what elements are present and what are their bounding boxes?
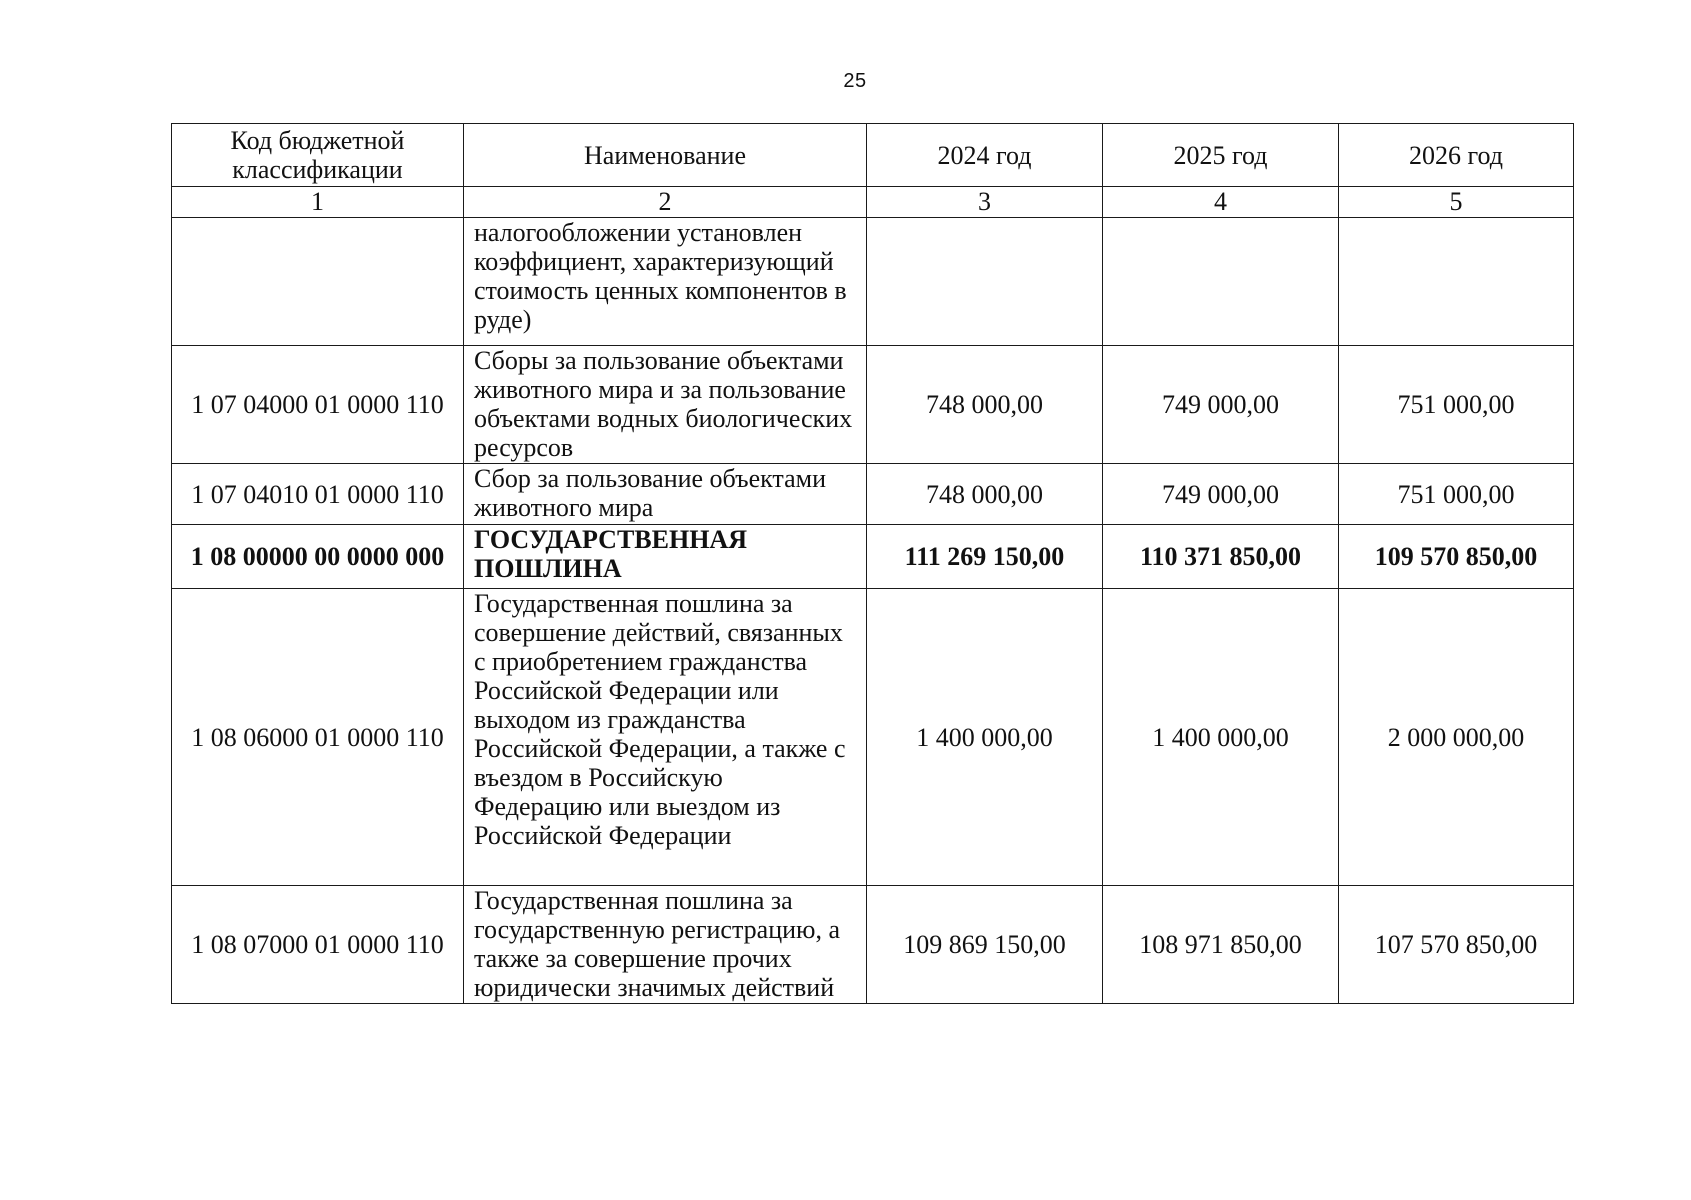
cell-code: 1 07 04010 01 0000 110 <box>172 464 464 525</box>
cell-code: 1 08 06000 01 0000 110 <box>172 589 464 886</box>
cell-2025: 749 000,00 <box>1103 346 1339 464</box>
table-row <box>172 886 1574 1004</box>
header-name: Наименование <box>464 124 867 187</box>
cell-name: ГОСУДАРСТВЕННАЯ ПОШЛИНА <box>464 525 867 589</box>
cell-2025: 108 971 850,00 <box>1103 886 1339 1004</box>
column-number: 3 <box>867 187 1103 218</box>
header-code: Код бюджетной классификации <box>172 124 464 187</box>
cell-name: налогообложении установлен коэффициент, характеризующий стоимость ценных компонентов в руде) <box>464 218 867 346</box>
table-header-row <box>172 124 1574 187</box>
table-row <box>172 464 1574 525</box>
column-number: 2 <box>464 187 867 218</box>
column-number: 1 <box>172 187 464 218</box>
column-number: 5 <box>1339 187 1574 218</box>
cell-2024: 748 000,00 <box>867 464 1103 525</box>
budget-table <box>171 123 1574 1004</box>
table-row <box>172 218 1574 346</box>
cell-2026: 751 000,00 <box>1339 464 1574 525</box>
cell-name: Государственная пошлина за совершение действий, связанных с приобретением гражданства Российской Федерации или выходом из гражданства Российской Федерации, а также с въездом в Российскую Федерацию или выездом из Российской Федерации <box>464 589 867 886</box>
cell-2026: 751 000,00 <box>1339 346 1574 464</box>
cell-2024 <box>867 218 1103 346</box>
page-number: 25 <box>843 70 867 92</box>
cell-name: Государственная пошлина за государственную регистрацию, а также за совершение прочих юридически значимых действий <box>464 886 867 1004</box>
cell-code: 1 07 04000 01 0000 110 <box>172 346 464 464</box>
cell-2025: 749 000,00 <box>1103 464 1339 525</box>
cell-2025 <box>1103 218 1339 346</box>
cell-2026: 107 570 850,00 <box>1339 886 1574 1004</box>
table-row <box>172 346 1574 464</box>
cell-code <box>172 218 464 346</box>
cell-2024: 748 000,00 <box>867 346 1103 464</box>
header-2024: 2024 год <box>867 124 1103 187</box>
column-number-row <box>172 187 1574 218</box>
cell-2026: 2 000 000,00 <box>1339 589 1574 886</box>
header-2025: 2025 год <box>1103 124 1339 187</box>
table-row <box>172 589 1574 886</box>
cell-name: Сбор за пользование объектами животного мира <box>464 464 867 525</box>
cell-2024: 1 400 000,00 <box>867 589 1103 886</box>
cell-name: Сборы за пользование объектами животного мира и за пользование объектами водных биологических ресурсов <box>464 346 867 464</box>
cell-2024: 111 269 150,00 <box>867 525 1103 589</box>
cell-code: 1 08 07000 01 0000 110 <box>172 886 464 1004</box>
table-row-total <box>172 525 1574 589</box>
cell-2024: 109 869 150,00 <box>867 886 1103 1004</box>
cell-2025: 110 371 850,00 <box>1103 525 1339 589</box>
cell-code: 1 08 00000 00 0000 000 <box>172 525 464 589</box>
cell-2026: 109 570 850,00 <box>1339 525 1574 589</box>
cell-2025: 1 400 000,00 <box>1103 589 1339 886</box>
cell-2026 <box>1339 218 1574 346</box>
column-number: 4 <box>1103 187 1339 218</box>
header-2026: 2026 год <box>1339 124 1574 187</box>
